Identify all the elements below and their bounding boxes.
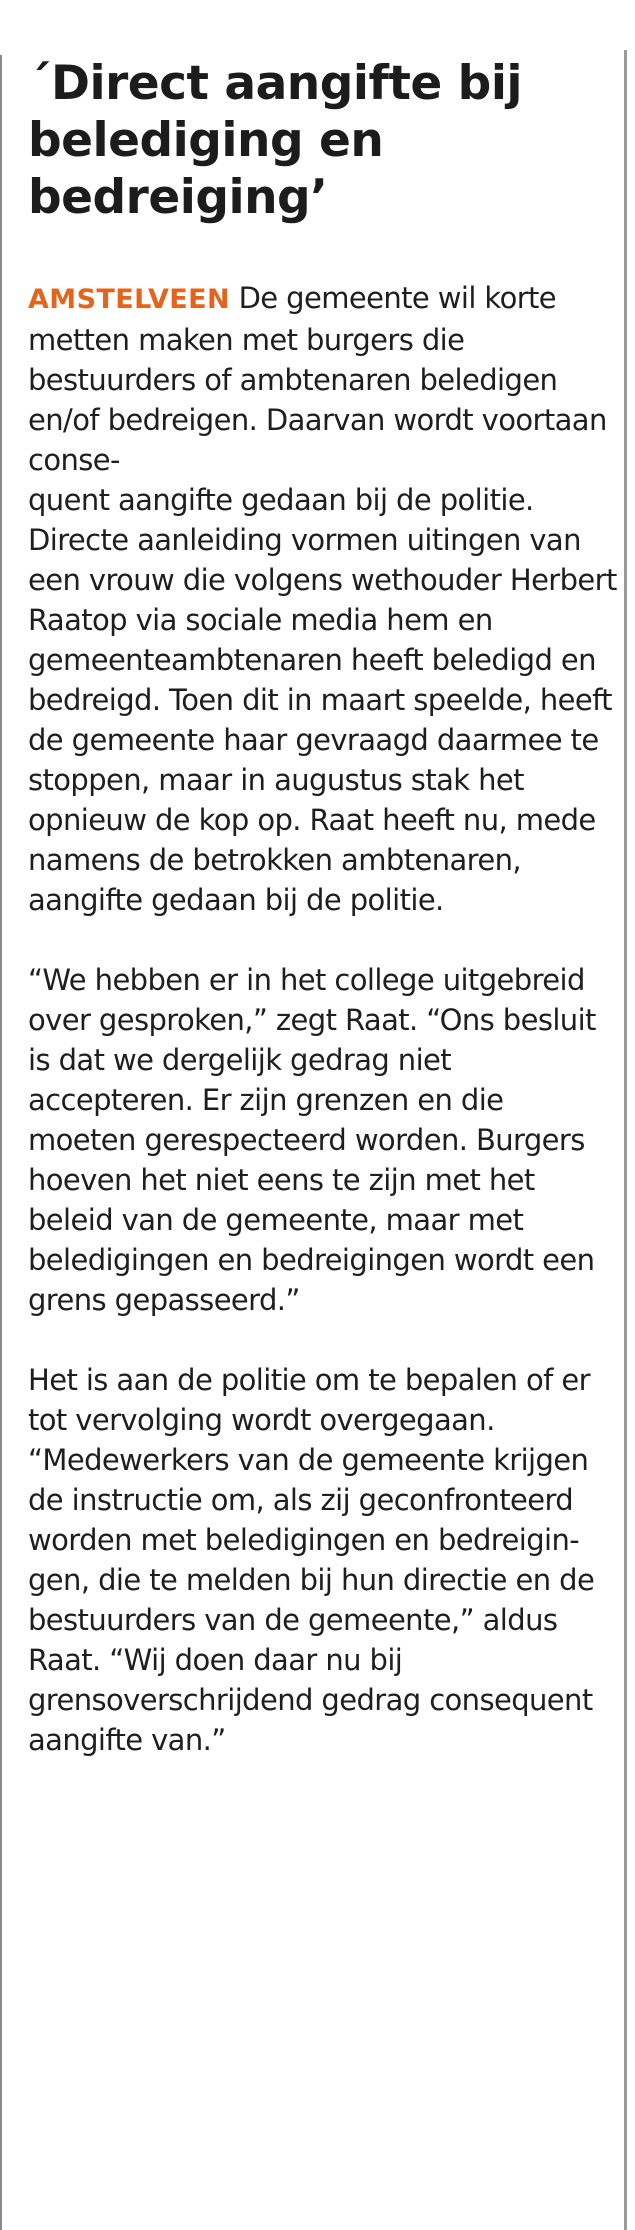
article-headline: ´Direct aangifte bij belediging en bedreiging’ <box>28 56 523 225</box>
article-paragraph-1 <box>28 278 618 920</box>
article-paragraph-2: “We hebben er in het college uitgebreid over gesproken,” zegt Raat. “Ons besluit is dat we dergelijk gedrag niet accepteren. Er zijn grenzen en die moeten gerespecteerd worden. Burgers hoeven het niet eens te zijn met het beleid van de gemeente, maar met beledigingen en bedreigingen wordt een grens gepasseerd.” <box>28 963 596 1317</box>
article-body <box>28 278 618 1800</box>
column-rule-left <box>0 55 2 2230</box>
article-paragraph-3: Het is aan de politie om te bepalen of er tot vervolging wordt overgegaan. “Medewerkers van de gemeente krijgen de instructie om, als zij geconfronteerd worden met beledigingen en bedreigin- gen, die te melden bij hun directie en de bestuurders van de gemeente,” aldus Raat. “Wij doen daar nu bij grensoverschrijdend gedrag consequent aangifte van.” <box>28 1363 595 1757</box>
column-rule-right <box>624 50 627 2230</box>
dateline: AMSTELVEEN <box>28 284 230 315</box>
paragraph-1-text: De gemeente wil korte metten maken met burgers die bestuurders of ambtenaren beledigen en/of bedreigen. Daarvan wordt voortaan conse- quent aangifte gedaan bij de politie. Directe aanleiding vormen uitingen van een vrouw die volgens wethouder Herbert Raatop via sociale media hem en gemeenteambtenaren heeft beledigd en bedreigd. Toen dit in maart speelde, heeft de gemeente haar gevraagd daarmee te stoppen, maar in augustus stak het opnieuw de kop op. Raat heeft nu, mede namens de betrokken ambtenaren, aangifte gedaan bij de politie. <box>28 281 617 917</box>
